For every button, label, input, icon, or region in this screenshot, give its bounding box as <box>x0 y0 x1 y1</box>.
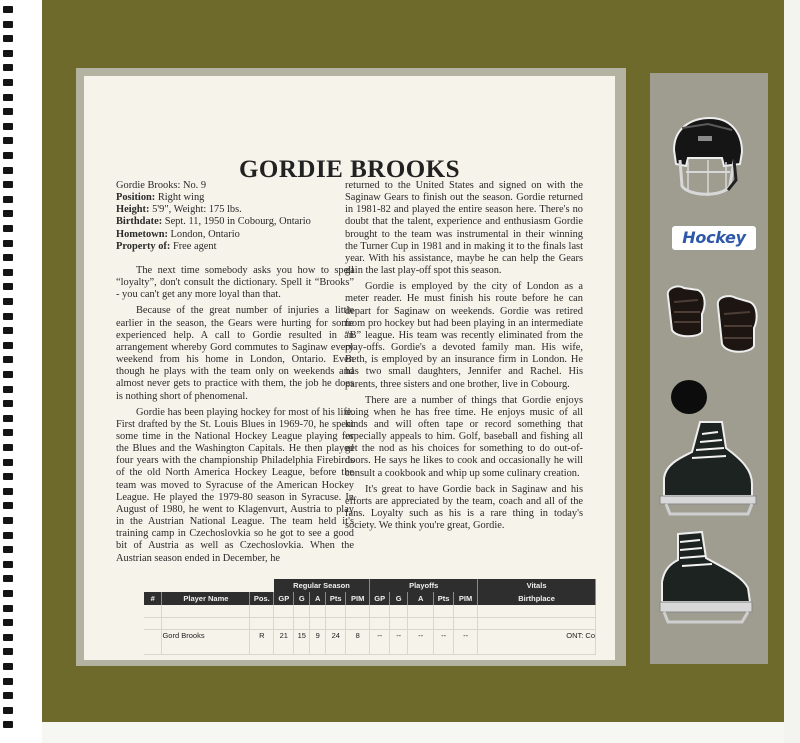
binding-ring <box>3 342 13 349</box>
fact-line <box>116 192 354 204</box>
table-cell <box>310 605 326 617</box>
table-cell <box>274 605 294 617</box>
binding-ring <box>3 313 13 320</box>
paragraph: Gordie has been playing hockey for most of his life. First drafted by the St. Louis Blues in 1969-70, he spent some time in the National Hockey League playing for the Blues and the Washington Capitals. He then played four years with the championship Philadelphia Firebirds of the old North America Hockey League, before the team was moved to Syracuse of the American Hockey League. He played the 1979-80 season in Syracuse. In August of 1980, he went to Klagenvurt, Austria to play in the Austrian National League. The team held it's training camp in Czechoslovkia so he got to see a good bit of Austria as well as Czechoslovkia. When the Austrian season ended in December, he <box>116 406 354 564</box>
table-cell: 9 <box>310 629 326 642</box>
binding-ring <box>3 298 13 305</box>
table-row <box>144 642 596 654</box>
binding-ring <box>3 605 13 612</box>
fact-value: No. 9 <box>180 180 207 191</box>
fact-line <box>116 204 354 216</box>
table-cell: -- <box>390 629 408 642</box>
table-cell <box>370 605 390 617</box>
table-cell <box>144 642 162 654</box>
group-header-playoffs: Playoffs <box>370 579 478 592</box>
binding-ring <box>3 356 13 363</box>
table-cell <box>454 642 478 654</box>
binding-ring <box>3 35 13 42</box>
binding-ring <box>3 167 13 174</box>
binding-ring <box>3 152 13 159</box>
binding-ring <box>3 444 13 451</box>
binding-ring <box>3 634 13 641</box>
program-page <box>84 76 615 660</box>
column-header: Player Name <box>162 592 250 605</box>
fact-label: Height: <box>116 204 150 216</box>
table-cell: R <box>250 629 274 642</box>
spiral-binding <box>0 0 42 743</box>
fact-label: Hometown: <box>116 228 168 240</box>
binding-ring <box>3 502 13 509</box>
left-body <box>116 265 354 565</box>
fact-line <box>116 216 354 228</box>
skate-icon <box>656 528 760 628</box>
binding-ring <box>3 648 13 655</box>
fact-value: London, Ontario <box>167 228 240 240</box>
fact-value: Free agent <box>170 240 217 252</box>
binding-ring <box>3 283 13 290</box>
gloves-icon <box>662 284 760 362</box>
fact-label: Position: <box>116 192 156 204</box>
skate-icon <box>656 418 760 518</box>
binding-ring <box>3 94 13 101</box>
table-cell <box>274 642 294 654</box>
binding-ring <box>3 678 13 685</box>
binding-ring <box>3 561 13 568</box>
fact-line <box>116 180 354 192</box>
column-header: GP <box>274 592 294 605</box>
binding-ring <box>3 254 13 261</box>
column-header: A <box>408 592 434 605</box>
binding-ring <box>3 415 13 422</box>
table-cell <box>294 642 310 654</box>
binding-ring <box>3 196 13 203</box>
fact-value: Sept. 11, 1950 in Cobourg, Ontario <box>162 216 311 228</box>
table-cell: ONT: Co <box>478 629 596 642</box>
table-cell <box>390 642 408 654</box>
binding-ring <box>3 488 13 495</box>
column-header: PIM <box>346 592 370 605</box>
binding-ring <box>3 64 13 71</box>
table-cell: -- <box>370 629 390 642</box>
binding-ring <box>3 79 13 86</box>
binding-ring <box>3 590 13 597</box>
column-header: G <box>294 592 310 605</box>
table-cell <box>478 642 596 654</box>
column-header: GP <box>370 592 390 605</box>
table-cell <box>434 642 454 654</box>
table-cell <box>274 617 294 629</box>
table-cell <box>408 617 434 629</box>
table-cell <box>370 617 390 629</box>
group-header-row <box>144 579 596 592</box>
column-header: G <box>390 592 408 605</box>
table-cell: 8 <box>346 629 370 642</box>
binding-ring <box>3 137 13 144</box>
binding-ring <box>3 692 13 699</box>
binding-ring <box>3 21 13 28</box>
table-row <box>144 605 596 617</box>
page-title: GORDIE BROOKS <box>238 156 461 183</box>
column-header: A <box>310 592 326 605</box>
binding-ring <box>3 123 13 130</box>
table-cell <box>346 642 370 654</box>
table-cell <box>408 605 434 617</box>
binding-ring <box>3 546 13 553</box>
table-cell <box>294 605 310 617</box>
binding-ring <box>3 707 13 714</box>
table-cell <box>408 642 434 654</box>
fact-label: Property of: <box>116 240 171 252</box>
table-cell <box>346 617 370 629</box>
table-cell <box>162 617 250 629</box>
group-header-regular: Regular Season <box>274 579 370 592</box>
table-cell: Gord Brooks <box>162 629 250 642</box>
right-column <box>345 180 583 536</box>
table-cell: 15 <box>294 629 310 642</box>
fact-label: Birthdate: <box>116 216 163 228</box>
table-cell <box>310 617 326 629</box>
binding-ring <box>3 269 13 276</box>
table-cell <box>144 617 162 629</box>
puck-icon <box>671 380 707 414</box>
fact-value: 5'9", Weight: 175 lbs. <box>149 204 242 216</box>
binding-ring <box>3 181 13 188</box>
binding-ring <box>3 517 13 524</box>
binding-ring <box>3 240 13 247</box>
paragraph: The next time somebody asks you how to spell “loyalty”, don't consult the dictionary. Spell it “Brooks” - you can't get any more loyal than that. <box>116 264 354 301</box>
table-cell <box>294 617 310 629</box>
fact-line <box>116 241 354 253</box>
table-cell <box>478 617 596 629</box>
table-cell <box>454 617 478 629</box>
table-cell <box>250 617 274 629</box>
table-cell <box>144 629 162 642</box>
table-cell <box>434 617 454 629</box>
table-cell <box>326 642 346 654</box>
left-column <box>116 180 354 569</box>
column-header: # <box>144 592 162 605</box>
binding-ring <box>3 663 13 670</box>
table-row <box>144 617 596 629</box>
table-cell: 21 <box>274 629 294 642</box>
table-cell <box>434 605 454 617</box>
table-cell <box>326 617 346 629</box>
binding-ring <box>3 619 13 626</box>
binding-ring <box>3 108 13 115</box>
table-cell: 24 <box>326 629 346 642</box>
binding-ring <box>3 721 13 728</box>
group-header-vitals: Vitals <box>478 579 596 592</box>
binding-ring <box>3 429 13 436</box>
table-cell: -- <box>454 629 478 642</box>
fact-value: Right wing <box>155 192 205 204</box>
binding-ring <box>3 473 13 480</box>
table-cell <box>144 605 162 617</box>
binding-ring <box>3 386 13 393</box>
table-cell <box>310 642 326 654</box>
album-edge <box>784 0 800 743</box>
table-cell <box>390 617 408 629</box>
helmet-icon <box>668 114 746 204</box>
stats-table <box>144 579 596 655</box>
binding-ring <box>3 225 13 232</box>
binding-ring <box>3 371 13 378</box>
table-cell <box>346 605 370 617</box>
binding-ring <box>3 327 13 334</box>
binding-ring <box>3 6 13 13</box>
hockey-word-sticker: Hockey <box>672 226 756 250</box>
table-cell <box>250 605 274 617</box>
table-cell: -- <box>434 629 454 642</box>
fact-line <box>116 229 354 241</box>
paragraph: Because of the great number of injuries a little earlier in the season, the Gears were hurting for some experienced help. A call to Gordie resulted in an arrangement whereby Gord commutes to Saginaw every weekend from his home in London, Ontario. Even though he plays with the team only on weekends and almost never gets to practice with them, the job he does is nothing short of phenomenal. <box>116 305 354 402</box>
table-cell <box>370 642 390 654</box>
table-cell <box>250 642 274 654</box>
table-cell <box>326 605 346 617</box>
table-cell <box>478 605 596 617</box>
table-cell: -- <box>408 629 434 642</box>
column-header: Pts <box>434 592 454 605</box>
paragraph: It's great to have Gordie back in Saginaw and his efforts are appreciated by the team, coach and all of the fans. Loyalty such as his is a rare thing in today's society. We think you're great, Gordie. <box>345 483 583 532</box>
player-facts <box>116 180 354 253</box>
paragraph: There are a number of things that Gordie enjoys doing when he has free time. He enjoys music of all kinds and will often tape or record something that especially appeals to him. Golf, baseball and fishing all get the nod as his choices for something to do out-of-doors. He says he likes to cook and occasionally he will consult a cookbook and whip up some culinary creation. <box>345 394 583 479</box>
binding-ring <box>3 532 13 539</box>
table-cell <box>162 605 250 617</box>
column-header: Birthplace <box>478 592 596 605</box>
binding-ring <box>3 575 13 582</box>
table-cell <box>390 605 408 617</box>
column-header: PIM <box>454 592 478 605</box>
binding-ring <box>3 210 13 217</box>
table-cell <box>454 605 478 617</box>
binding-ring <box>3 50 13 57</box>
table-cell <box>162 642 250 654</box>
table-row <box>144 629 596 642</box>
fact-label: Gordie Brooks: <box>116 180 181 191</box>
paragraph: returned to the United States and signed on with the Saginaw Gears to finish out the season. Gordie returned in 1981-82 and played the entire season here. There's no doubt that the talent, experience and enthusiasm Gordie brought to the team was instrumental in their winning the Turner Cup in 1981 and in making it to the finals last year. With his assistance, maybe he can help the Gears gain the last play-off spot this season. <box>345 180 583 277</box>
column-header: Pts <box>326 592 346 605</box>
paragraph: Gordie is employed by the city of London as a meter reader. He must finish his route before he can depart for Saginaw on weekends. Gordie was retired from pro hockey but had been playing in an intermediate “B” league. His team was recently eliminated from the play-offs. Gordie's a devoted family man. His wife, Beth, is employed by an insurance firm in London. He has two small daughters, Jennifer and Rachel. His parents, three sisters and one brother, live in Cobourg. <box>345 281 583 390</box>
album-bottom-edge <box>42 722 784 743</box>
column-header-row <box>144 592 596 605</box>
column-header: Pos. <box>250 592 274 605</box>
binding-ring <box>3 400 13 407</box>
binding-ring <box>3 459 13 466</box>
